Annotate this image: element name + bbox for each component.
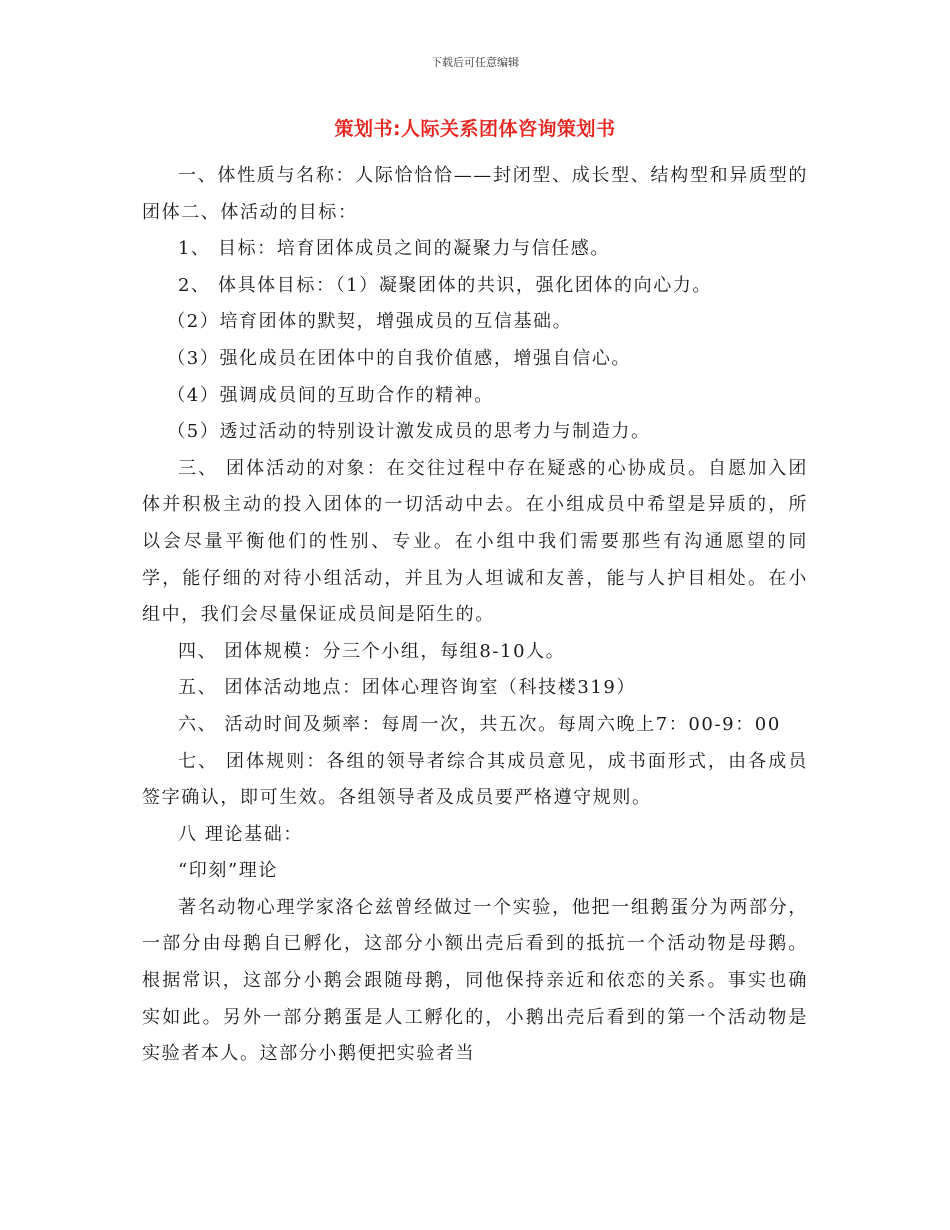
header-note: 下载后可任意编辑	[431, 56, 519, 69]
paragraph-subgoal-5: （5）透过活动的特别设计激发成员的思考力与制造力。	[167, 421, 651, 443]
paragraph-location: 五、 团体活动地点：团体心理咨询室（科技楼319）	[178, 677, 637, 699]
paragraph-target-members: 三、 团体活动的对象：在交往过程中存在疑惑的心协成员。自愿加入团体并积极主动的投入团体的一切活动中去。在小组成员中希望是异质的，所以会尽量平衡他们的性别、专业。在小组中我们需要那些有沟通愿望的同学，能仔细的对待小组活动，并且为人坦诚和友善，能与人护目相处。在小组中，我们会尽量保证成员间是陌生的。	[142, 457, 808, 626]
paragraph-goal-1: 1、 目标：培育团体成员之间的凝聚力与信任感。	[178, 238, 610, 260]
paragraph-imprinting-body: 著名动物心理学家洛仑兹曾经做过一个实验，他把一组鹅蛋分为两部分，一部分由母鹅自已孵化，这部分小额出壳后看到的抵抗一个活动物是母鹅。根据常识，这部分小鹅会跟随母鹅，同他保持亲近和依恋的关系。事实也确实如此。另外一部分鹅蛋是人工孵化的，小鹅出壳后看到的第一个活动物是实验者本人。这部分小鹅便把实验者当	[142, 896, 808, 1065]
paragraph-imprinting-heading: “印刻”理论	[178, 860, 279, 882]
paragraph-subgoal-2: （2）培育团体的默契，增强成员的互信基础。	[167, 311, 573, 333]
paragraph-group-size: 四、 团体规模：分三个小组，每组8-10人。	[178, 640, 566, 662]
paragraph-nature-and-name: 一、体性质与名称：人际恰恰恰——封闭型、成长型、结构型和异质型的团体二、体活动的目标：	[142, 165, 808, 223]
document-body	[142, 158, 808, 1073]
paragraph-schedule: 六、 活动时间及频率：每周一次，共五次。每周六晚上7：00-9：00	[178, 713, 781, 735]
paragraph-subgoal-3: （3）强化成员在团体中的自我价值感，增强自信心。	[167, 347, 632, 369]
paragraph-subgoal-4: （4）强调成员间的互助合作的精神。	[167, 384, 494, 406]
paragraph-goal-2: 2、 体具体目标：（1）凝聚团体的共识，强化团体的向心力。	[178, 274, 713, 296]
document-title: 策划书:人际关系团体咨询策划书	[334, 118, 616, 140]
paragraph-theory-heading: 八 理论基础：	[178, 823, 303, 845]
paragraph-rules: 七、 团体规则：各组的领导者综合其成员意见，成书面形式，由各成员签字确认，即可生效。各组领导者及成员要严格遵守规则。	[142, 750, 808, 809]
